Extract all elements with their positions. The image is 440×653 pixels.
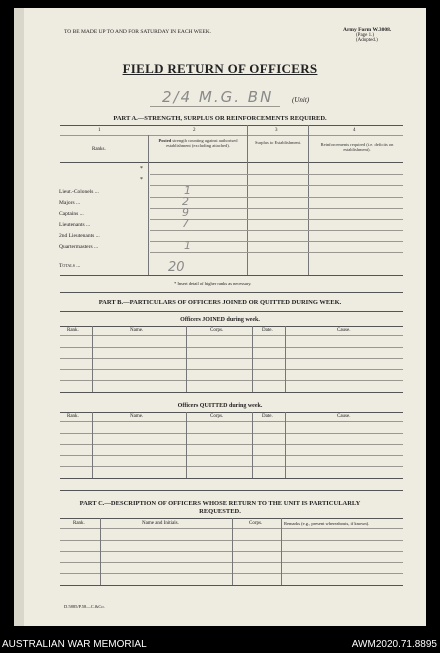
joined-col-rank: Rank. (67, 328, 79, 333)
form-number: Army Form W.3008. (343, 27, 392, 33)
page-title: FIELD RETURN OF OFFICERS (122, 61, 318, 76)
joined-col-name: Name. (130, 328, 144, 333)
quitted-divider-4 (285, 412, 286, 478)
row-line (60, 433, 403, 434)
part-c-col-corps: Corps. (249, 521, 263, 526)
part-c-divider-1 (100, 518, 101, 585)
posted-lieut-colonels: 1 (184, 184, 191, 197)
part-a-bottom-rule (60, 275, 403, 276)
quitted-title: Officers QUITTED during week. (177, 403, 263, 409)
rank-majors: Majors ... (59, 200, 81, 206)
row-line (150, 174, 403, 175)
part-b-top-rule (60, 292, 403, 293)
rank-lieutenants: Lieutenants ... (59, 222, 91, 228)
form-adopted: (Adopted.) (356, 38, 378, 43)
joined-top-rule (60, 326, 403, 327)
col-number-1: 1 (98, 128, 101, 133)
posted-quartermasters: 1 (184, 239, 191, 252)
part-c-col-name: Name and Initials. (142, 521, 179, 526)
posted-majors: 2 (182, 195, 189, 208)
totals-label: Totals ... (59, 263, 81, 269)
footnote: * Insert detail of higher ranks as necessary. (174, 281, 252, 286)
footer-accession: AWM2020.71.8895 (351, 639, 437, 650)
row-line (60, 455, 403, 456)
rank-2nd-lieutenants: 2nd Lieutenants ... (59, 233, 100, 239)
quitted-header-rule (60, 421, 403, 422)
joined-divider-1 (92, 326, 93, 392)
instruction-text: TO BE MADE UP TO AND FOR SATURDAY IN EACH WEEK. (64, 29, 212, 35)
rank-star-2: * (140, 177, 143, 183)
posted-totals: 20 (168, 260, 185, 275)
row-line (60, 466, 403, 467)
joined-header-rule (60, 335, 403, 336)
quitted-bottom-rule (60, 478, 403, 479)
part-c-divider-2 (232, 518, 233, 585)
joined-col-date: Date. (262, 328, 273, 333)
joined-col-cause: Cause. (337, 328, 351, 333)
row-line (150, 230, 403, 231)
row-line (60, 347, 403, 348)
joined-col-corps: Corps. (210, 328, 224, 333)
part-c-title-line1: PART C.—DESCRIPTION OF OFFICERS WHOSE RETURN TO THE UNIT IS PARTICULARLY (79, 500, 361, 507)
posted-captains: 9 (182, 206, 189, 219)
posted-lieutenants: 7 (182, 217, 189, 230)
row-line (60, 444, 403, 445)
quitted-top-rule (60, 412, 403, 413)
joined-divider-2 (186, 326, 187, 392)
quitted-col-rank: Rank. (67, 414, 79, 419)
rank-lieut-colonels: Lieut.-Colonels ... (59, 189, 99, 195)
part-b-title: PART B.—PARTICULARS OF OFFICERS JOINED OR QUITTED DURING WEEK. (98, 299, 342, 306)
row-line (60, 369, 403, 370)
part-c-bottom-rule (60, 585, 403, 586)
posted-header: Posted strength counting against authorised establishment (excluding attached). (158, 138, 238, 148)
rank-captains: Captains ... (59, 211, 84, 217)
footer-institution: AUSTRALIAN WAR MEMORIAL (2, 639, 147, 650)
row-line (60, 358, 403, 359)
quitted-divider-1 (92, 412, 93, 478)
part-c-top-rule (60, 490, 403, 491)
joined-title: Officers JOINED during week. (180, 317, 260, 323)
ranks-header: Ranks. (92, 147, 106, 152)
header-bottom-rule (60, 162, 403, 163)
quitted-divider-3 (252, 412, 253, 478)
joined-divider-4 (285, 326, 286, 392)
part-c-title-line2: REQUESTED. (199, 508, 241, 515)
col-number-3: 3 (275, 128, 278, 133)
form-page: (Page 1.) (356, 33, 375, 38)
rank-star-1: * (140, 166, 143, 172)
quitted-col-name: Name. (130, 414, 144, 419)
part-a-title: PART A.—STRENGTH, SURPLUS OR REINFORCEMENTS REQUIRED. (113, 115, 327, 122)
unit-label: (Unit) (292, 96, 310, 104)
part-b-title-rule (60, 311, 403, 312)
joined-divider-3 (252, 326, 253, 392)
printer-code: D.5885/P.58—C.&Co. (64, 604, 105, 609)
archive-footer (0, 636, 440, 653)
part-a-divider-1 (148, 135, 149, 275)
joined-bottom-rule (60, 392, 403, 393)
part-c-col-rank: Rank. (73, 521, 85, 526)
quitted-divider-2 (186, 412, 187, 478)
quitted-col-cause: Cause. (337, 414, 351, 419)
part-c-col-remarks: Remarks (e.g., present whereabouts, if known). (284, 521, 370, 526)
quitted-col-date: Date. (262, 414, 273, 419)
col-number-rule (60, 135, 403, 136)
col-number-2: 2 (193, 128, 196, 133)
reinforcements-header: Reinforcements required (i.e. deficits on establishment). (320, 142, 394, 152)
quitted-col-corps: Corps. (210, 414, 224, 419)
surplus-header: Surplus to Establishment. (254, 140, 302, 145)
part-a-top-rule (60, 125, 403, 126)
unit-handwritten: 2/4 M.G. BN (162, 88, 274, 106)
row-line (150, 252, 403, 253)
part-c-divider-3 (281, 518, 282, 585)
row-line (60, 380, 403, 381)
col-number-4: 4 (353, 128, 356, 133)
rank-quartermasters: Quartermasters ... (59, 244, 99, 250)
unit-line (150, 106, 280, 107)
